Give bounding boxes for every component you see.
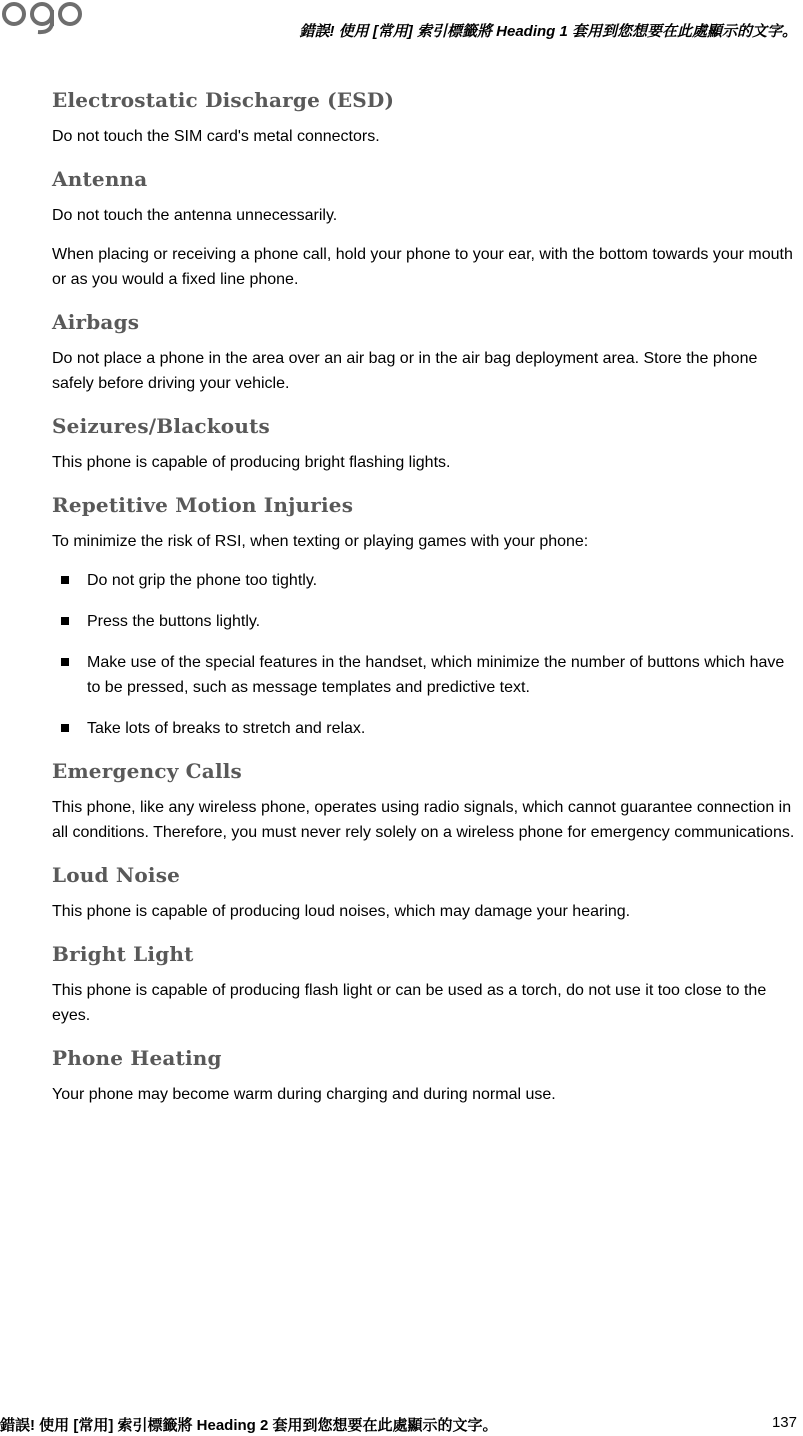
paragraph: This phone, like any wireless phone, operates using radio signals, which cannot guarantee connection in all conditions. Therefore, you must never rely solely on a wireless phone for emergency communications. — [52, 799, 795, 841]
running-footer: 錯誤! 使用 [常用] 索引標籤將 Heading 2 套用到您想要在此處顯示的文字。 — [0, 1417, 498, 1434]
paragraph: Do not touch the SIM card's metal connectors. — [52, 128, 380, 145]
section-rsi — [52, 491, 800, 741]
section-phone-heating — [52, 1044, 800, 1107]
square-bullet-icon — [61, 617, 69, 625]
square-bullet-icon — [61, 658, 69, 666]
paragraph: Do not place a phone in the area over an air bag or in the air bag deployment area. Store the phone safely before driving your vehicle. — [52, 350, 758, 392]
section-emergency — [52, 757, 800, 845]
section-heading: Repetitive Motion Injuries — [52, 493, 354, 517]
list-item-text: Do not grip the phone too tightly. — [87, 572, 318, 589]
list-item — [52, 568, 800, 593]
list-item-text: Press the buttons lightly. — [87, 613, 261, 630]
list-item-text: Make use of the special features in the handset, which minimize the number of buttons which have to be pressed, such as message templates and predictive text. — [87, 654, 785, 696]
section-heading: Emergency Calls — [52, 759, 243, 783]
paragraph: When placing or receiving a phone call, hold your phone to your ear, with the bottom towards your mouth or as you would a fixed line phone. — [52, 246, 793, 288]
list-item — [52, 716, 800, 741]
section-airbags — [52, 308, 800, 396]
section-heading: Loud Noise — [52, 863, 181, 887]
paragraph: This phone is capable of producing loud noises, which may damage your hearing. — [52, 903, 631, 920]
square-bullet-icon — [61, 576, 69, 584]
list-item-text: Take lots of breaks to stretch and relax. — [87, 720, 366, 737]
paragraph: Do not touch the antenna unnecessarily. — [52, 207, 338, 224]
section-antenna — [52, 165, 800, 292]
document-body — [52, 86, 800, 1123]
section-heading: Electrostatic Discharge (ESD) — [52, 88, 395, 112]
section-loud-noise — [52, 861, 800, 924]
section-heading: Airbags — [52, 310, 140, 334]
square-bullet-icon — [61, 724, 69, 732]
paragraph: Your phone may become warm during charging and during normal use. — [52, 1086, 556, 1103]
list-item — [52, 609, 800, 634]
page-number: 137 — [771, 1414, 797, 1431]
ogo-logo — [0, 0, 90, 36]
section-heading: Seizures/Blackouts — [52, 414, 270, 438]
bullet-list — [52, 568, 800, 741]
paragraph: This phone is capable of producing flash light or can be used as a torch, do not use it too close to the eyes. — [52, 982, 767, 1024]
section-heading: Antenna — [52, 167, 148, 191]
section-seizures — [52, 412, 800, 475]
paragraph: To minimize the risk of RSI, when texting or playing games with your phone: — [52, 533, 589, 550]
section-heading: Bright Light — [52, 942, 194, 966]
section-esd — [52, 86, 800, 149]
running-header: 錯誤! 使用 [常用] 索引標籤將 Heading 1 套用到您想要在此處顯示的文字。 — [299, 23, 797, 40]
section-heading: Phone Heating — [52, 1046, 222, 1070]
section-bright-light — [52, 940, 800, 1028]
paragraph: This phone is capable of producing bright flashing lights. — [52, 454, 451, 471]
list-item — [52, 650, 800, 700]
